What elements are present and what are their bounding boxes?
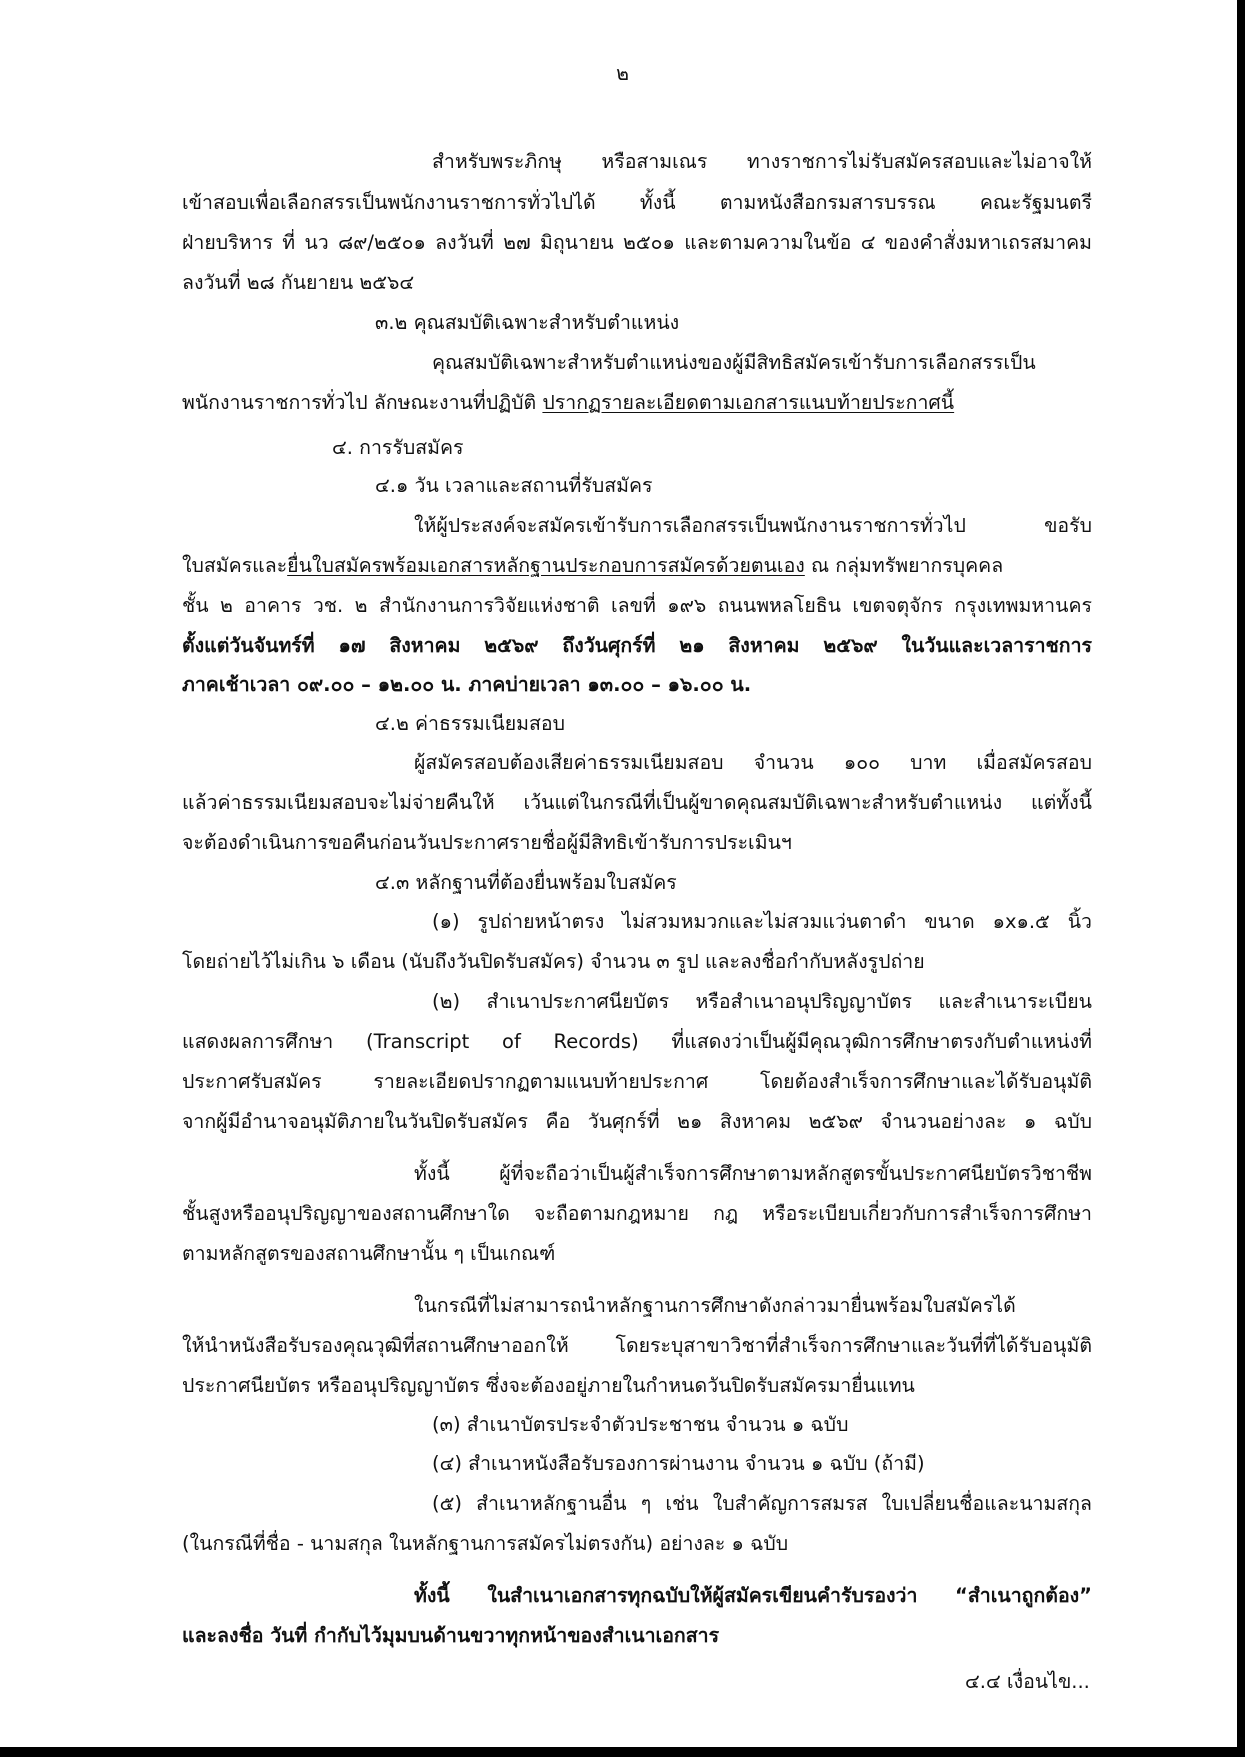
paragraph-line: ทั้งนี้ ในสำเนาเอกสารทุกฉบับให้ผู้สมัครเขียนคำรับรองว่า “สำเนาถูกต้อง”: [414, 1584, 1092, 1607]
list-item: (๔) สำเนาหนังสือรับรองการผ่านงาน จำนวน ๑ ฉบับ (ถ้ามี): [432, 1452, 925, 1475]
paragraph-line: จะต้องดำเนินการขอคืนก่อนวันประกาศรายชื่อผู้มีสิทธิเข้ารับการประเมินฯ: [182, 831, 792, 854]
paragraph-line: [182, 552, 1003, 580]
continuation-note: ๔.๔ เงื่อนไข...: [965, 1670, 1090, 1693]
paragraph-line: ภาคเช้าเวลา ๐๙.๐๐ – ๑๒.๐๐ น. ภาคบ่ายเวลา ๑๓.๐๐ – ๑๖.๐๐ น.: [182, 673, 752, 696]
paragraph-line: (ในกรณีที่ชื่อ - นามสกุล ในหลักฐานการสมัครไม่ตรงกัน) อย่างละ ๑ ฉบับ: [182, 1532, 789, 1555]
paragraph-line: ประกาศนียบัตร หรืออนุปริญญาบัตร ซึ่งจะต้องอยู่ภายในกำหนดวันปิดรับสมัครมายื่นแทน: [182, 1374, 915, 1397]
paragraph-line: สำหรับพระภิกษุ หรือสามเณร ทางราชการไม่รับสมัครสอบและไม่อาจให้: [432, 150, 1092, 173]
list-item: (๕) สำเนาหลักฐานอื่น ๆ เช่น ใบสำคัญการสมรส ใบเปลี่ยนชื่อและนามสกุล: [432, 1492, 1092, 1515]
paragraph-line: ทั้งนี้ ผู้ที่จะถือว่าเป็นผู้สำเร็จการศึกษาตามหลักสูตรขั้นประกาศนียบัตรวิชาชีพ: [414, 1162, 1092, 1185]
paragraph-line: ฝ่ายบริหาร ที่ นว ๘๙/๒๕๐๑ ลงวันที่ ๒๗ มิถุนายน ๒๕๐๑ และตามความในข้อ ๔ ของคำสั่งมหาเถรสมาคม: [182, 231, 1092, 254]
section-heading: ๔.๓ หลักฐานที่ต้องยื่นพร้อมใบสมัคร: [375, 871, 677, 894]
paragraph-line: [182, 389, 954, 417]
paragraph-line: (๒) สำเนาประกาศนียบัตร หรือสำเนาอนุปริญญาบัตร และสำเนาระเบียน: [432, 990, 1092, 1013]
paragraph-line: แล้วค่าธรรมเนียมสอบจะไม่จ่ายคืนให้ เว้นแต่ในกรณีที่เป็นผู้ขาดคุณสมบัติเฉพาะสำหรับตำแหน่ง แต่ทั้งนี้: [182, 791, 1092, 814]
paragraph-line: ในกรณีที่ไม่สามารถนำหลักฐานการศึกษาดังกล่าวมายื่นพร้อมใบสมัครได้: [414, 1294, 1016, 1317]
section-heading: ๓.๒ คุณสมบัติเฉพาะสำหรับตำแหน่ง: [375, 311, 680, 334]
scan-border: [1237, 0, 1245, 1757]
paragraph-line: ให้ผู้ประสงค์จะสมัครเข้ารับการเลือกสรรเป็นพนักงานราชการทั่วไป ขอรับ: [414, 514, 1092, 537]
underlined-text: ยื่นใบสมัครพร้อมเอกสารหลักฐานประกอบการสมัครด้วยตนเอง: [287, 554, 805, 577]
line-text: ณ กลุ่มทรัพยากรบุคคล: [804, 554, 1004, 577]
paragraph-line: ตามหลักสูตรของสถานศึกษานั้น ๆ เป็นเกณฑ์: [182, 1242, 556, 1265]
paragraph-line: ชั้น ๒ อาคาร วช. ๒ สำนักงานการวิจัยแห่งชาติ เลขที่ ๑๙๖ ถนนพหลโยธิน เขตจตุจักร กรุงเทพมหานคร: [182, 594, 1092, 617]
paragraph-line: จากผู้มีอำนาจอนุมัติภายในวันปิดรับสมัคร คือ วันศุกร์ที่ ๒๑ สิงหาคม ๒๕๖๙ จำนวนอย่างละ ๑ ฉบับ: [182, 1110, 1092, 1133]
page-number: ๒: [616, 62, 629, 85]
paragraph-line: ตั้งแต่วันจันทร์ที่ ๑๗ สิงหาคม ๒๕๖๙ ถึงวันศุกร์ที่ ๒๑ สิงหาคม ๒๕๖๙ ในวันและเวลาราชการ: [182, 634, 1092, 657]
section-heading: ๔.๒ ค่าธรรมเนียมสอบ: [375, 712, 565, 735]
section-heading: ๔.๑ วัน เวลาและสถานที่รับสมัคร: [375, 474, 653, 497]
paragraph-line: โดยถ่ายไว้ไม่เกิน ๖ เดือน (นับถึงวันปิดรับสมัคร) จำนวน ๓ รูป และลงชื่อกำกับหลังรูปถ่าย: [182, 950, 925, 973]
section-heading: ๔. การรับสมัคร: [332, 436, 464, 459]
list-item: (๓) สำเนาบัตรประจำตัวประชาชน จำนวน ๑ ฉบับ: [432, 1413, 849, 1436]
paragraph-line: (๑) รูปถ่ายหน้าตรง ไม่สวมหมวกและไม่สวมแว่นตาดำ ขนาด ๑x๑.๕ นิ้ว: [432, 910, 1092, 933]
paragraph-line: แสดงผลการศึกษา (Transcript of Records) ที่แสดงว่าเป็นผู้มีคุณวุฒิการศึกษาตรงกับตำแหน่งที่: [182, 1030, 1092, 1053]
paragraph-line: ให้นำหนังสือรับรองคุณวุฒิที่สถานศึกษาออกให้ โดยระบุสาขาวิชาที่สำเร็จการศึกษาและวันที่ที่ได้รับอนุมัติ: [182, 1334, 1092, 1357]
paragraph-line: และลงชื่อ วันที่ กำกับไว้มุมบนด้านขวาทุกหน้าของสำเนาเอกสาร: [182, 1624, 720, 1647]
line-text: พนักงานราชการทั่วไป ลักษณะงานที่ปฏิบัติ: [182, 391, 543, 414]
paragraph-line: คุณสมบัติเฉพาะสำหรับตำแหน่งของผู้มีสิทธิสมัครเข้ารับการเลือกสรรเป็น: [432, 351, 1036, 374]
scan-border: [0, 1747, 1245, 1757]
underlined-text: ปรากฏรายละเอียดตามเอกสารแนบท้ายประกาศนี้: [542, 391, 955, 414]
paragraph-line: ประกาศรับสมัคร รายละเอียดปรากฏตามแนบท้ายประกาศ โดยต้องสำเร็จการศึกษาและได้รับอนุมัติ: [182, 1070, 1092, 1093]
paragraph-line: เข้าสอบเพื่อเลือกสรรเป็นพนักงานราชการทั่วไปได้ ทั้งนี้ ตามหนังสือกรมสารบรรณ คณะรัฐมนตรี: [182, 191, 1092, 214]
paragraph-line: ชั้นสูงหรืออนุปริญญาของสถานศึกษาใด จะถือตามกฎหมาย กฎ หรือระเบียบเกี่ยวกับการสำเร็จการศึกษา: [182, 1202, 1092, 1225]
paragraph-line: ผู้สมัครสอบต้องเสียค่าธรรมเนียมสอบ จำนวน ๑๐๐ บาท เมื่อสมัครสอบ: [414, 751, 1092, 774]
paragraph-line: ลงวันที่ ๒๘ กันยายน ๒๕๖๔: [182, 271, 415, 294]
line-text: ใบสมัครและ: [182, 554, 288, 577]
